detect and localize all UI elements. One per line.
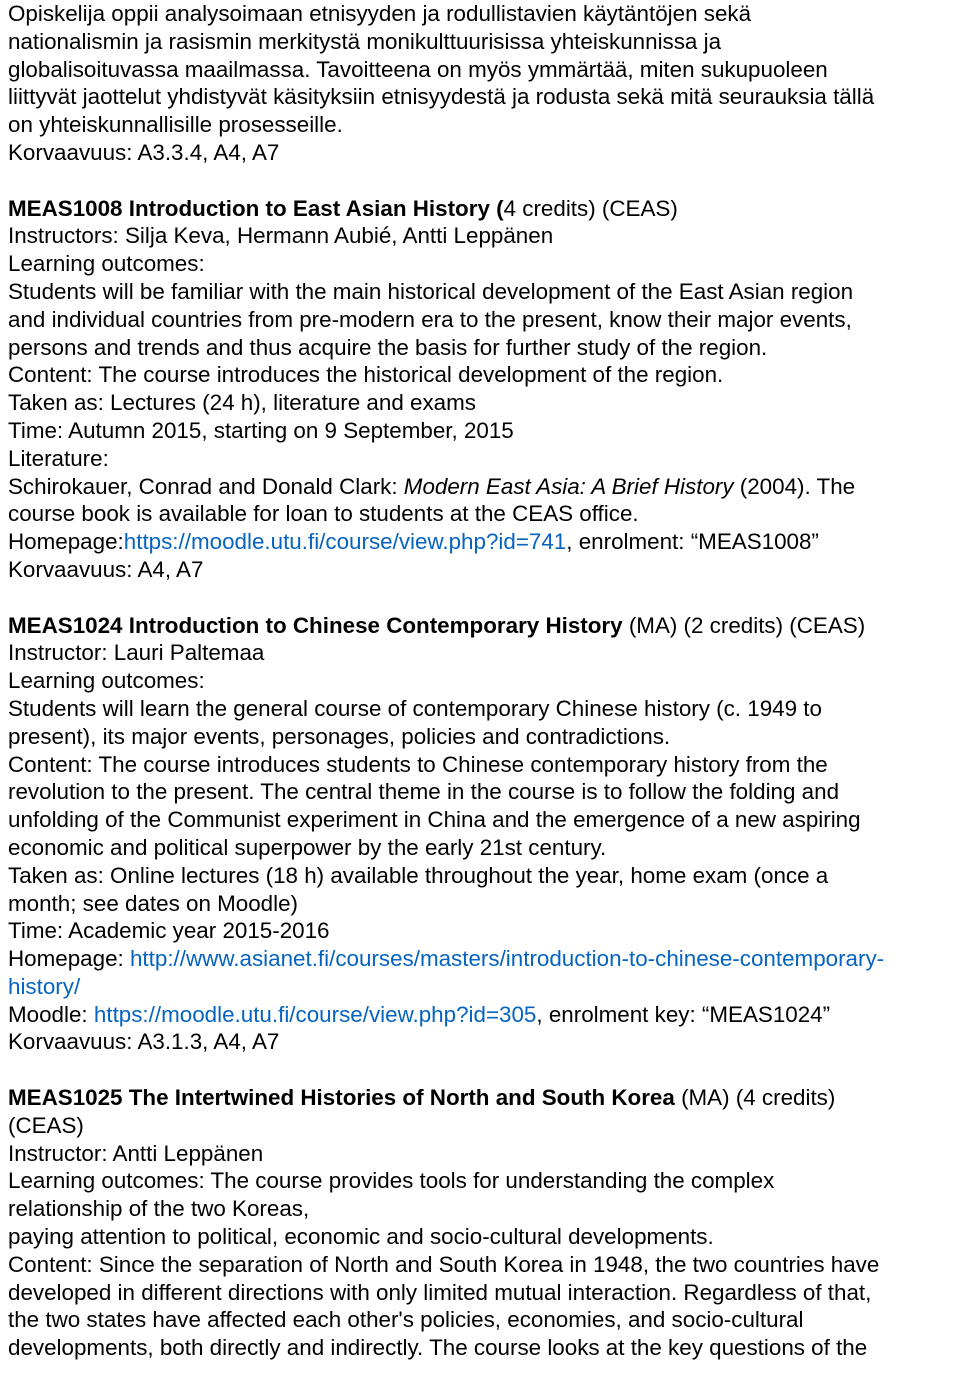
course-heading: [8, 612, 952, 640]
course-credits: (MA) (4 credits): [674, 1085, 836, 1111]
homepage-line: [8, 945, 952, 973]
course-instructor: Instructor: Lauri Paltemaa: [8, 640, 265, 666]
course-meas1025: [8, 1084, 952, 1362]
outcomes-line: persons and trends and thus acquire the basis for further study of the region.: [8, 334, 768, 360]
course-taken-as: Taken as: Lectures (24 h), literature and exams: [8, 390, 476, 416]
course-instructors: Instructors: Silja Keva, Hermann Aubié, Antti Leppänen: [8, 223, 554, 249]
content-line: developed in different directions with only limited mutual interaction. Regardless of that,: [8, 1279, 872, 1305]
learning-outcomes-label: Learning outcomes:: [8, 668, 205, 694]
intro-line: Opiskelija oppii analysoimaan etnisyyden ja rodullistavien käytäntöjen sekä: [8, 1, 752, 26]
outcomes-line: Students will learn the general course of contemporary Chinese history (c. 1949 to: [8, 695, 822, 721]
homepage-link[interactable]: http://www.asianet.fi/courses/masters/introduction-to-chinese-contemporary-: [129, 946, 885, 972]
homepage-label: Homepage:: [8, 529, 124, 555]
content-line: the two states have affected each other's policies, economies, and socio-cultural: [8, 1307, 804, 1333]
course-heading: [8, 195, 952, 223]
course-code-title: MEAS1025 The Intertwined Histories of North and South Korea: [8, 1085, 675, 1111]
course-credits: 4 credits) (CEAS): [503, 195, 678, 221]
homepage-link[interactable]: https://moodle.utu.fi/course/view.php?id=741: [123, 529, 567, 555]
content-line: developments, both directly and indirectly. The course looks at the key questions of the: [8, 1335, 868, 1361]
literature-authors: Schirokauer, Conrad and Donald Clark:: [8, 473, 404, 499]
spacer: [8, 167, 952, 195]
homepage-line-cont: [8, 973, 952, 1001]
content-line: Content: Since the separation of North and South Korea in 1948, the two countries have: [8, 1251, 880, 1277]
literature-line: [8, 473, 952, 501]
spacer: [8, 1056, 952, 1084]
enrolment-key-info: , enrolment key: “MEAS1024”: [536, 1001, 831, 1027]
content-line: revolution to the present. The central theme in the course is to follow the folding and: [8, 779, 840, 805]
literature-year: (2004). The: [733, 473, 856, 499]
intro-line: liittyvät jaottelut yhdistyvät käsityksiin etnisyydestä ja rodusta sekä mitä seurauksia tällä: [8, 84, 875, 110]
course-korvaavuus: Korvaavuus: A4, A7: [8, 556, 204, 582]
learning-outcomes-label: Learning outcomes:: [8, 251, 205, 277]
literature-book-title: Modern East Asia: A Brief History: [403, 473, 734, 499]
homepage-line: [8, 528, 952, 556]
content-line: unfolding of the Communist experiment in China and the emergence of a new aspiring: [8, 807, 861, 833]
course-meas1024: [8, 612, 952, 1057]
outcomes-line: and individual countries from pre-modern era to the present, know their major events,: [8, 306, 852, 332]
intro-korvaavuus: Korvaavuus: A3.3.4, A4, A7: [8, 139, 280, 165]
intro-line: nationalismin ja rasismin merkitystä monikulttuurisissa yhteiskunnissa ja: [8, 28, 722, 54]
intro-section: [8, 0, 952, 167]
outcomes-line: present), its major events, personages, policies and contradictions.: [8, 723, 671, 749]
outcomes-line: relationship of the two Koreas,: [8, 1196, 310, 1222]
content-line: economic and political superpower by the early 21st century.: [8, 834, 607, 860]
enrolment-info: , enrolment: “MEAS1008”: [566, 529, 819, 555]
course-meas1008: [8, 195, 952, 584]
moodle-link[interactable]: https://moodle.utu.fi/course/view.php?id=305: [93, 1001, 537, 1027]
course-code-title: MEAS1024 Introduction to Chinese Contemporary History: [8, 612, 623, 638]
spacer: [8, 584, 952, 612]
course-instructor: Instructor: Antti Leppänen: [8, 1140, 264, 1166]
homepage-label: Homepage:: [8, 946, 130, 972]
course-time: Time: Autumn 2015, starting on 9 September, 2015: [8, 417, 514, 443]
outcomes-line: paying attention to political, economic and socio-cultural developments.: [8, 1224, 714, 1250]
intro-line: globalisoituvassa maailmassa. Tavoitteena on myös ymmärtää, miten sukupuoleen: [8, 56, 828, 82]
course-content: Content: The course introduces the historical development of the region.: [8, 362, 724, 388]
content-line: Content: The course introduces students to Chinese contemporary history from the: [8, 751, 828, 777]
outcomes-line: Students will be familiar with the main historical development of the East Asian region: [8, 278, 854, 304]
outcomes-line: Learning outcomes: The course provides tools for understanding the complex: [8, 1168, 775, 1194]
taken-as-line: Taken as: Online lectures (18 h) available throughout the year, home exam (once a: [8, 862, 829, 888]
course-credits: (MA) (2 credits) (CEAS): [622, 612, 866, 638]
literature-label: Literature:: [8, 445, 109, 471]
moodle-line: [8, 1001, 952, 1029]
intro-line: on yhteiskunnallisille prosesseille.: [8, 112, 343, 138]
course-heading: [8, 1084, 952, 1112]
course-credits-cont: (CEAS): [8, 1112, 84, 1138]
literature-note: course book is available for loan to students at the CEAS office.: [8, 501, 639, 527]
moodle-label: Moodle:: [8, 1001, 94, 1027]
course-korvaavuus: Korvaavuus: A3.1.3, A4, A7: [8, 1029, 280, 1055]
homepage-link-cont[interactable]: history/: [8, 973, 81, 999]
course-code-title: MEAS1008 Introduction to East Asian History (: [8, 195, 504, 221]
taken-as-line: month; see dates on Moodle): [8, 890, 299, 916]
course-time: Time: Academic year 2015-2016: [8, 918, 330, 944]
